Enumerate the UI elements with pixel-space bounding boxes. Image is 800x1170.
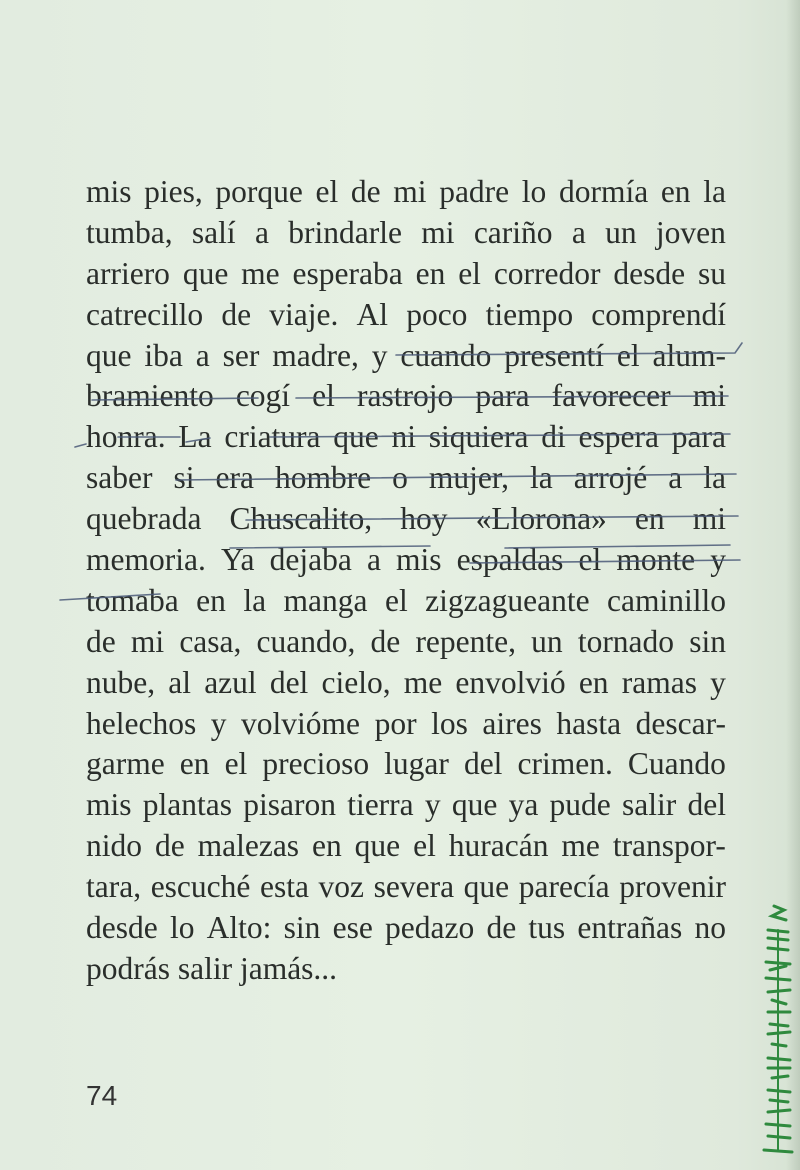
word: viaje. [269,296,339,332]
word: malezas [197,828,300,864]
word: el [616,337,640,373]
word: por [374,705,417,741]
word: lugar [384,746,449,782]
word: del [687,787,726,823]
text-line [86,417,726,458]
word: si [173,460,195,496]
word: la [243,582,267,618]
word: lo [521,174,547,209]
word: a [366,542,381,578]
word: en [578,664,609,700]
library-stamp [750,900,796,1162]
word: brindarle [288,214,402,250]
word: que [463,869,510,905]
word: mi [393,174,427,209]
text-line [86,826,726,867]
word: ser [222,337,260,373]
word: los [431,705,468,741]
word: iba [144,337,183,373]
word: el [578,542,602,578]
word: mi [692,501,726,537]
word: a [668,460,683,496]
word: honra. [86,419,166,455]
word: y [371,337,388,373]
text-line [86,704,726,745]
page-number: 74 [86,1080,118,1111]
word: tumba, [86,214,173,250]
text-line [86,540,726,581]
word: severa [373,869,455,905]
word: ya [508,787,539,823]
word: cuando, [256,623,356,659]
word: un [531,623,563,659]
word: saber [86,460,153,496]
word: en [196,582,226,618]
word: a [571,214,586,250]
word: porque [215,174,303,209]
word: mis [396,542,442,578]
word: un [605,214,637,250]
word: o [392,460,408,496]
word: salí [191,214,236,250]
word: tierra [347,787,414,823]
word: ramas [621,664,697,700]
word: transpor- [612,828,726,864]
word: voz [318,869,365,905]
word: era [215,460,254,496]
word: manga [283,582,368,618]
word: en [634,501,665,537]
word: garme [86,746,165,782]
word: favorecer [551,378,671,414]
word: pedazo [385,910,475,946]
word: zigzagueante [425,582,590,618]
text-line [86,172,726,213]
word: corredor [493,255,601,291]
word: pude [549,787,611,823]
text-line [86,908,726,949]
word: Al [356,296,389,332]
text-line [86,622,726,663]
word: joven [655,214,726,250]
word: aires [482,705,542,741]
word: de [154,828,185,864]
word: tara, [86,869,142,905]
word: que [182,255,229,291]
word: la [530,460,553,496]
word: sin [689,623,726,659]
text-line [86,663,726,704]
word: mis [86,787,132,823]
word: Ya [220,542,255,578]
word: Cuando [627,746,726,782]
word: que [354,828,401,864]
word: el [413,828,436,864]
word: desde [613,255,686,291]
word: volvióme [241,705,361,741]
text-line [86,213,726,254]
word: parecía [518,869,610,905]
word: memoria. [86,542,206,578]
word: mi [692,378,726,414]
word: caminillo [607,582,726,618]
word: presentí [504,337,604,373]
word: me [561,828,600,864]
word: para [475,378,530,414]
word: cariño [473,214,553,250]
word: hombre [274,460,372,496]
word: mi [130,623,165,659]
text-line [86,867,726,908]
word: arriero [86,255,170,291]
word: descar- [635,705,726,741]
word: plantas [142,787,232,823]
word: de [350,174,381,209]
text-line [86,376,726,417]
text-line [86,295,726,336]
text-line [86,254,726,295]
word: rastrojo [357,378,454,414]
word: esperaba [292,255,403,291]
word: repente, [415,623,516,659]
word: envolvió [455,664,566,700]
word: espaldas [456,542,564,578]
word: del [463,746,503,782]
word: crimen. [517,746,613,782]
word: el [458,255,481,291]
word: criatura [224,419,321,455]
text-line [86,744,726,785]
word: para [671,419,726,455]
word: que [86,337,132,373]
word: Alto: [206,910,272,946]
word: monte [616,542,696,578]
word: la [703,460,726,496]
word: tus [528,910,566,946]
word: huracán [448,828,549,864]
word: pies, [144,174,203,209]
word: de [370,623,401,659]
word: y [424,787,441,823]
word: azul [204,664,257,700]
text-line [86,785,726,826]
text-line [86,499,726,540]
word: padre [439,174,510,209]
word: a [254,214,269,250]
word: arrojé [573,460,648,496]
word: quebrada [86,501,202,537]
word: espera [578,419,659,455]
body-text [86,172,726,990]
word: provenir [619,869,726,905]
word: escuché [150,869,251,905]
word: el [384,582,408,618]
word: cogí [235,378,291,414]
word: en [415,255,446,291]
word: el [315,174,339,209]
word: tomaba [86,582,179,618]
word: dejaba [269,542,352,578]
word: mujer, [428,460,510,496]
word: de [221,296,252,332]
word: «Llorona» [475,501,607,537]
word: comprendí [591,296,726,332]
text-line [86,458,726,499]
word: nube, [86,664,156,700]
word: salir [622,787,677,823]
word: el [312,378,335,414]
word: hasta [556,705,622,741]
word: La [178,419,212,455]
word: en [179,746,210,782]
word: siquiera [428,419,529,455]
word: de [486,910,517,946]
word: tiempo [485,296,574,332]
word: su [697,255,726,291]
word: ese [332,910,373,946]
word: mi [421,214,455,250]
word: me [241,255,280,291]
word: di [541,419,566,455]
word: dormía [558,174,649,209]
word: bramiento [86,378,214,414]
word: cuando [400,337,492,373]
word: del [269,664,309,700]
word: no [694,910,726,946]
word: que [333,419,379,455]
word: en [312,828,342,864]
word: lo [169,910,195,946]
word: mis [86,174,132,209]
word: el [224,746,248,782]
word: alum- [652,337,726,373]
word: tornado [577,623,675,659]
word: sin [283,910,321,946]
text-line: podrás salir jamás... [86,950,338,986]
word: helechos [86,705,197,741]
word: hoy [400,501,448,537]
text-line [86,336,726,377]
word: desde [86,910,158,946]
word: a [195,337,210,373]
word: cielo, [321,664,391,700]
word: en [660,174,691,209]
word: la [703,174,726,209]
word: ni [391,419,417,455]
word: poco [406,296,468,332]
text-line [86,581,726,622]
word: entrañas [577,910,683,946]
word: esta [259,869,309,905]
word: casa, [179,623,242,659]
word: precioso [262,746,370,782]
word: me [403,664,443,700]
word: y [710,664,726,700]
word: que [451,787,498,823]
word: al [168,664,192,700]
word: pisaron [243,787,336,823]
word: Chuscalito, [229,501,373,537]
word: y [710,542,726,578]
word: nido [86,828,143,864]
word: y [210,705,227,741]
word: catrecillo [86,296,204,332]
word: madre, [272,337,359,373]
word: de [86,623,116,659]
